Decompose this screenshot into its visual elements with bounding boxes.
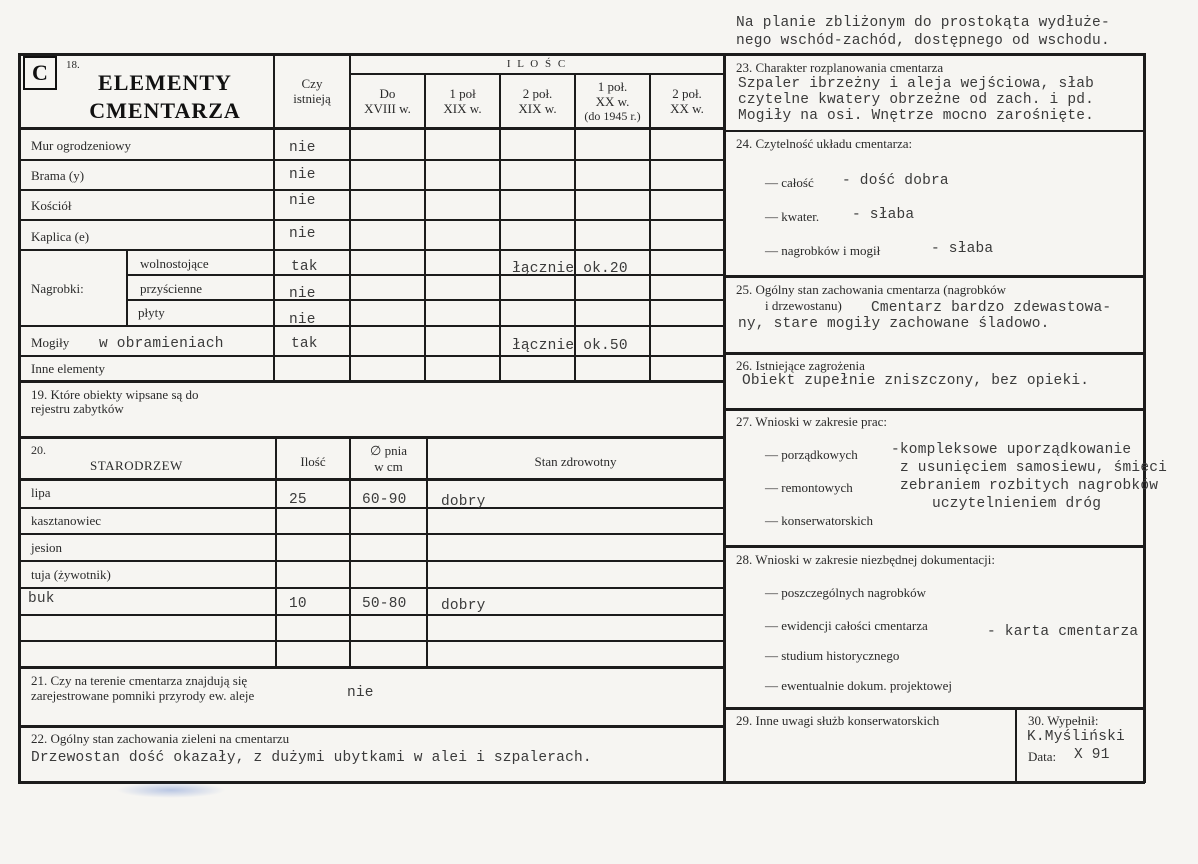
row-nagrobki-label: Nagrobki: bbox=[31, 281, 84, 296]
top-note-line-1: Na planie zbliżonym do prostokąta wydłuże- bbox=[736, 15, 1110, 31]
section-24-kwater-value: - słaba bbox=[852, 207, 915, 223]
row-wolnostojace-label: wolnostojące bbox=[140, 256, 209, 271]
section-24-nagrobkow-label: — nagrobków i mogił bbox=[765, 243, 881, 258]
section-28-studium: — studium historycznego bbox=[765, 648, 900, 663]
row-mogily-quantity: łącznie ok.50 bbox=[512, 338, 628, 354]
trees-diameter-header-2: w cm bbox=[374, 459, 403, 474]
section-27-value-3: zebraniem rozbitych nagrobków bbox=[900, 478, 1159, 494]
czy-istnieja-header-2: istnieją bbox=[293, 91, 331, 106]
row-przyscienne-label: przyścienne bbox=[140, 281, 203, 296]
section-26-label: 26. Istniejące zagrożenia bbox=[736, 358, 865, 373]
section-letter-box: C bbox=[23, 56, 57, 90]
section-23-line-2: czytelne kwatery obrzeżne od zach. i pd. bbox=[738, 92, 1095, 108]
section-30-date-label: Data: bbox=[1028, 749, 1057, 764]
row-brama-label: Brama (y) bbox=[31, 168, 85, 183]
section-24-kwater-label: — kwater. bbox=[765, 209, 820, 224]
section-22-value: Drzewostan dość okazały, z dużymi ubytkami w alei i szpalerach. bbox=[31, 750, 592, 766]
section-25-label-1: 25. Ogólny stan zachowania cmentarza (nagrobków bbox=[736, 282, 1007, 297]
section-24-nagrobkow-value: - słaba bbox=[931, 241, 994, 257]
section-26-value: Obiekt zupełnie zniszczony, bez opieki. bbox=[742, 373, 1090, 389]
trees-condition-header: Stan zdrowotny bbox=[534, 454, 617, 469]
section-22-label: 22. Ogólny stan zachowania zieleni na cmentarzu bbox=[31, 731, 290, 746]
section-30-name: K.Myśliński bbox=[1027, 729, 1125, 745]
tree-name: kasztanowiec bbox=[31, 513, 102, 528]
section-20-number: 20. bbox=[31, 443, 46, 457]
section-25-label-2: i drzewostanu) bbox=[765, 298, 842, 313]
section-28-ewidencji: — ewidencji całości cmentarza bbox=[765, 618, 928, 633]
section-19-label-2: rejestru zabytków bbox=[31, 401, 124, 416]
trees-diameter-header-1: ∅ pnia bbox=[370, 443, 407, 458]
row-mur-label: Mur ogrodzeniowy bbox=[31, 138, 132, 153]
tree-name: lipa bbox=[31, 485, 51, 500]
trees-ilosc-header: Ilość bbox=[300, 454, 326, 469]
section-23-line-3: Mogiły na osi. Wnętrze mocno zarośnięte. bbox=[738, 108, 1095, 124]
row-wolnostojace-value: tak bbox=[291, 259, 318, 275]
row-przyscienne-value: nie bbox=[289, 286, 316, 302]
row-wolnostojace-quantity: łącznie ok.20 bbox=[512, 261, 628, 277]
section-27-konserwatorskich: — konserwatorskich bbox=[765, 513, 873, 528]
section-28-projektowej: — ewentualnie dokum. projektowej bbox=[765, 678, 953, 693]
row-kaplica-value: nie bbox=[289, 226, 316, 242]
row-kaplica-label: Kaplica (e) bbox=[31, 229, 90, 244]
tree-diameter: 50-80 bbox=[362, 596, 407, 612]
section-23-line-1: Szpaler ibrzeżny i aleja wejściowa, słab bbox=[738, 76, 1095, 92]
section-25-value-2: ny, stare mogiły zachowane śladowo. bbox=[738, 316, 1050, 332]
ink-smudge bbox=[116, 782, 226, 798]
section-28-nagrobkow: — poszczególnych nagrobków bbox=[765, 585, 927, 600]
section-21-label-2: zarejestrowane pomniki przyrody ew. aleje bbox=[31, 688, 255, 703]
section-21-label-1: 21. Czy na terenie cmentarza znajdują się bbox=[31, 673, 248, 688]
section-27-label: 27. Wnioski w zakresie prac: bbox=[736, 414, 888, 429]
section-18-title-line-1: ELEMENTY bbox=[98, 70, 232, 95]
section-30-date-value: X 91 bbox=[1074, 747, 1110, 763]
section-18-number: 18. bbox=[66, 59, 80, 71]
czy-istnieja-header-1: Czy bbox=[301, 76, 323, 91]
tree-name: tuja (żywotnik) bbox=[31, 567, 111, 582]
tree-diameter: 60-90 bbox=[362, 492, 407, 508]
section-30-label: 30. Wypełnił: bbox=[1028, 713, 1099, 728]
row-inne-label: Inne elementy bbox=[31, 361, 105, 376]
section-27-porzadkowych: — porządkowych bbox=[765, 447, 858, 462]
section-27-value-2: z usunięciem samosiewu, śmieci bbox=[900, 460, 1168, 476]
ilosc-header: I L O Ś C bbox=[506, 58, 568, 70]
section-28-ewidencji-value: - karta cmentarza bbox=[987, 624, 1139, 640]
section-20-title: STARODRZEW bbox=[90, 458, 183, 473]
tree-quantity: 25 bbox=[289, 492, 307, 508]
section-23-label: 23. Charakter rozplanowania cmentarza bbox=[736, 60, 944, 75]
tree-condition: dobry bbox=[441, 494, 486, 510]
section-27-value-4: uczytelnieniem dróg bbox=[932, 496, 1102, 512]
section-18-title-line-2: CMENTARZA bbox=[89, 98, 241, 123]
section-24-label: 24. Czytelność układu cmentarza: bbox=[736, 136, 913, 151]
section-28-label: 28. Wnioski w zakresie niezbędnej dokumentacji: bbox=[736, 552, 995, 567]
tree-name: jesion bbox=[31, 540, 63, 555]
row-plyty-value: nie bbox=[289, 312, 316, 328]
section-24-calosc-label: — całość bbox=[765, 175, 814, 190]
row-mur-value: nie bbox=[289, 140, 316, 156]
section-27-value-1: -kompleksowe uporządkowanie bbox=[891, 442, 1132, 458]
row-mogily-label: Mogiły bbox=[31, 335, 70, 350]
row-mogily-value: tak bbox=[291, 336, 318, 352]
row-kosciol-label: Kościół bbox=[31, 198, 72, 213]
section-29-label: 29. Inne uwagi służb konserwatorskich bbox=[736, 713, 940, 728]
tree-name: buk bbox=[28, 591, 55, 607]
section-24-calosc-value: - dość dobra bbox=[842, 173, 949, 189]
section-19-label-1: 19. Które obiekty wipsane są do bbox=[31, 387, 199, 402]
tree-quantity: 10 bbox=[289, 596, 307, 612]
row-brama-value: nie bbox=[289, 167, 316, 183]
section-27-remontowych: — remontowych bbox=[765, 480, 853, 495]
section-25-value-1: Cmentarz bardzo zdewastowa- bbox=[871, 300, 1112, 316]
section-21-value: nie bbox=[347, 685, 374, 701]
tree-condition: dobry bbox=[441, 598, 486, 614]
top-note-line-2: nego wschód-zachód, dostępnego od wschodu. bbox=[736, 33, 1110, 49]
row-kosciol-value: nie bbox=[289, 193, 316, 209]
row-mogily-extra: w obramieniach bbox=[99, 336, 224, 352]
row-plyty-label: płyty bbox=[138, 305, 165, 320]
